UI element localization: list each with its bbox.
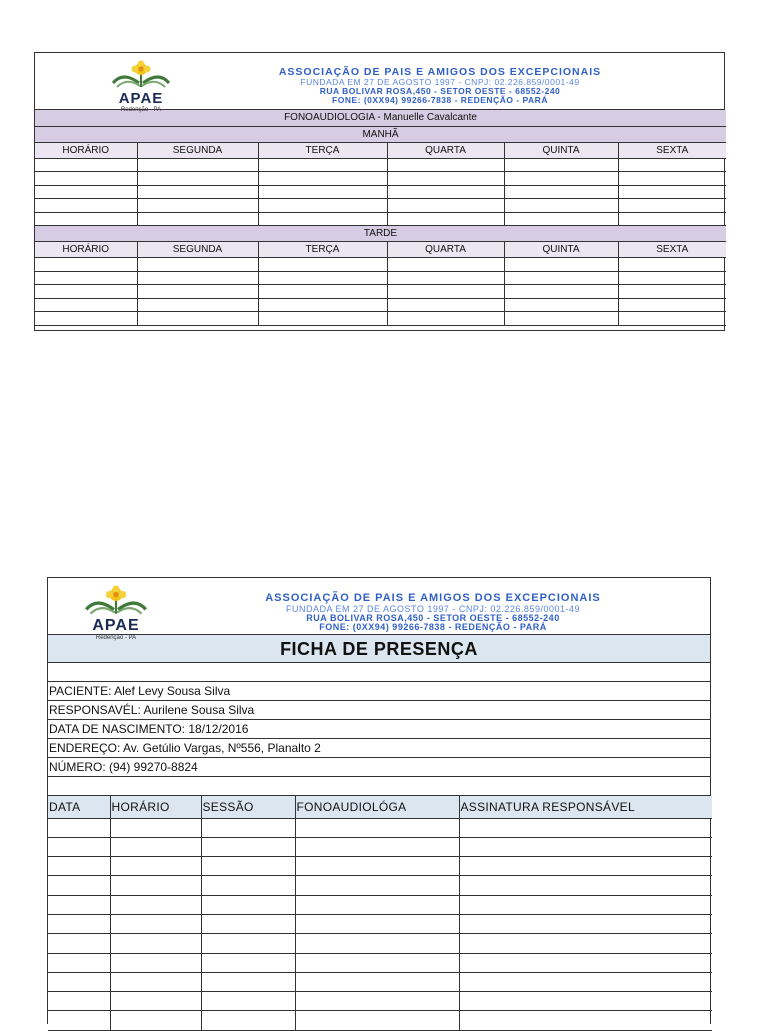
afternoon-column-headers: [35, 242, 726, 258]
org-address: RUA BOLIVAR ROSA,450 - SETOR OESTE - 68552-240: [319, 85, 561, 96]
table-row: [48, 992, 712, 1011]
spacer-row: [48, 663, 710, 682]
org-address: RUA BOLIVAR ROSA,450 - SETOR OESTE - 68552-240: [306, 612, 560, 623]
table-row: [35, 312, 726, 326]
org-founded: FUNDADA EM 27 DE AGOSTO 1997 - CNPJ: 02.226.859/0001-49: [286, 603, 580, 614]
birthdate-field: DATA DE NASCIMENTO: 18/12/2016: [48, 720, 710, 739]
table-row: [35, 158, 726, 172]
schedule-sheet: [34, 52, 725, 331]
col-sexta: SEXTA: [618, 242, 726, 258]
table-row: [35, 172, 726, 186]
morning-column-headers: [35, 142, 726, 158]
apae-logo: [97, 61, 185, 113]
col-terca: TERÇA: [258, 242, 387, 258]
logo-city: Redenção - PA: [95, 635, 137, 641]
org-founded: FUNDADA EM 27 DE AGOSTO 1997 - CNPJ: 02.226.859/0001-49: [300, 77, 580, 88]
org-phone: FONE: (0XX94) 99266-7838 - REDENÇÃO - PARÁ: [319, 622, 547, 633]
org-name: ASSOCIAÇÃO DE PAIS E AMIGOS DOS EXCEPCIONAIS: [278, 66, 602, 78]
col-data: DATA: [48, 796, 110, 818]
afternoon-label: TARDE: [35, 226, 726, 242]
table-row: [48, 857, 712, 876]
guardian-field: RESPONSAVÉL: Aurilene Sousa Silva: [48, 701, 710, 720]
col-quarta: QUARTA: [387, 242, 504, 258]
spacer-row: [48, 777, 710, 796]
address-field: ENDEREÇO: Av. Getúlio Vargas, Nº556, Planalto 2: [48, 739, 710, 758]
table-row: [35, 258, 726, 272]
org-phone: FONE: (0XX94) 99266-7838 - REDENÇÃO - PARÁ: [332, 94, 548, 105]
table-row: [48, 837, 712, 856]
table-row: [48, 934, 712, 953]
table-row: [48, 895, 712, 914]
table-row: [48, 914, 712, 933]
apae-logo: [70, 586, 162, 641]
col-sessao: SESSÃO: [201, 796, 295, 818]
col-segunda: SEGUNDA: [137, 142, 258, 158]
col-quarta: QUARTA: [387, 142, 504, 158]
col-fonoaudiologa: FONOAUDIOLÓGA: [295, 796, 459, 818]
col-segunda: SEGUNDA: [137, 242, 258, 258]
col-assinatura: ASSINATURA RESPONSÁVEL: [459, 796, 712, 818]
org-header: [48, 578, 710, 641]
table-row: [35, 285, 726, 299]
schedule-title: FONOAUDIOLOGIA - Manuelle Cavalcante: [35, 110, 726, 126]
logo-name: APAE: [118, 90, 164, 107]
logo-city: Redenção - PA: [120, 107, 162, 113]
col-terca: TERÇA: [258, 142, 387, 158]
table-row: [48, 1011, 712, 1030]
attendance-sheet: [47, 577, 711, 1024]
table-row: [35, 199, 726, 213]
logo-name: APAE: [92, 617, 140, 634]
flower-hands-icon: [109, 61, 173, 91]
phone-field: NÚMERO: (94) 99270-8824: [48, 758, 710, 777]
patient-field: PACIENTE: Alef Levy Sousa Silva: [48, 682, 710, 701]
morning-label: MANHÃ: [35, 126, 726, 142]
col-sexta: SEXTA: [618, 142, 726, 158]
table-row: [35, 185, 726, 199]
org-header: [35, 53, 724, 113]
table-row: [48, 876, 712, 895]
attendance-column-headers: [48, 796, 712, 818]
col-quinta: QUINTA: [504, 242, 618, 258]
attendance-table: [48, 796, 712, 1031]
col-quinta: QUINTA: [504, 142, 618, 158]
table-row: [48, 972, 712, 991]
schedule-table: [35, 110, 726, 326]
table-row: [35, 212, 726, 226]
org-info: [180, 67, 700, 105]
table-row: [48, 818, 712, 837]
col-horario: HORÁRIO: [35, 142, 137, 158]
flower-hands-icon: [82, 586, 150, 618]
col-horario: HORÁRIO: [35, 242, 137, 258]
col-horario: HORÁRIO: [110, 796, 201, 818]
table-row: [35, 271, 726, 285]
sheet-title: FICHA DE PRESENÇA: [48, 635, 710, 663]
table-row: [35, 298, 726, 312]
org-info: [163, 593, 703, 633]
table-row: [48, 953, 712, 972]
org-name: ASSOCIAÇÃO DE PAIS E AMIGOS DOS EXCEPCIONAIS: [265, 592, 601, 604]
